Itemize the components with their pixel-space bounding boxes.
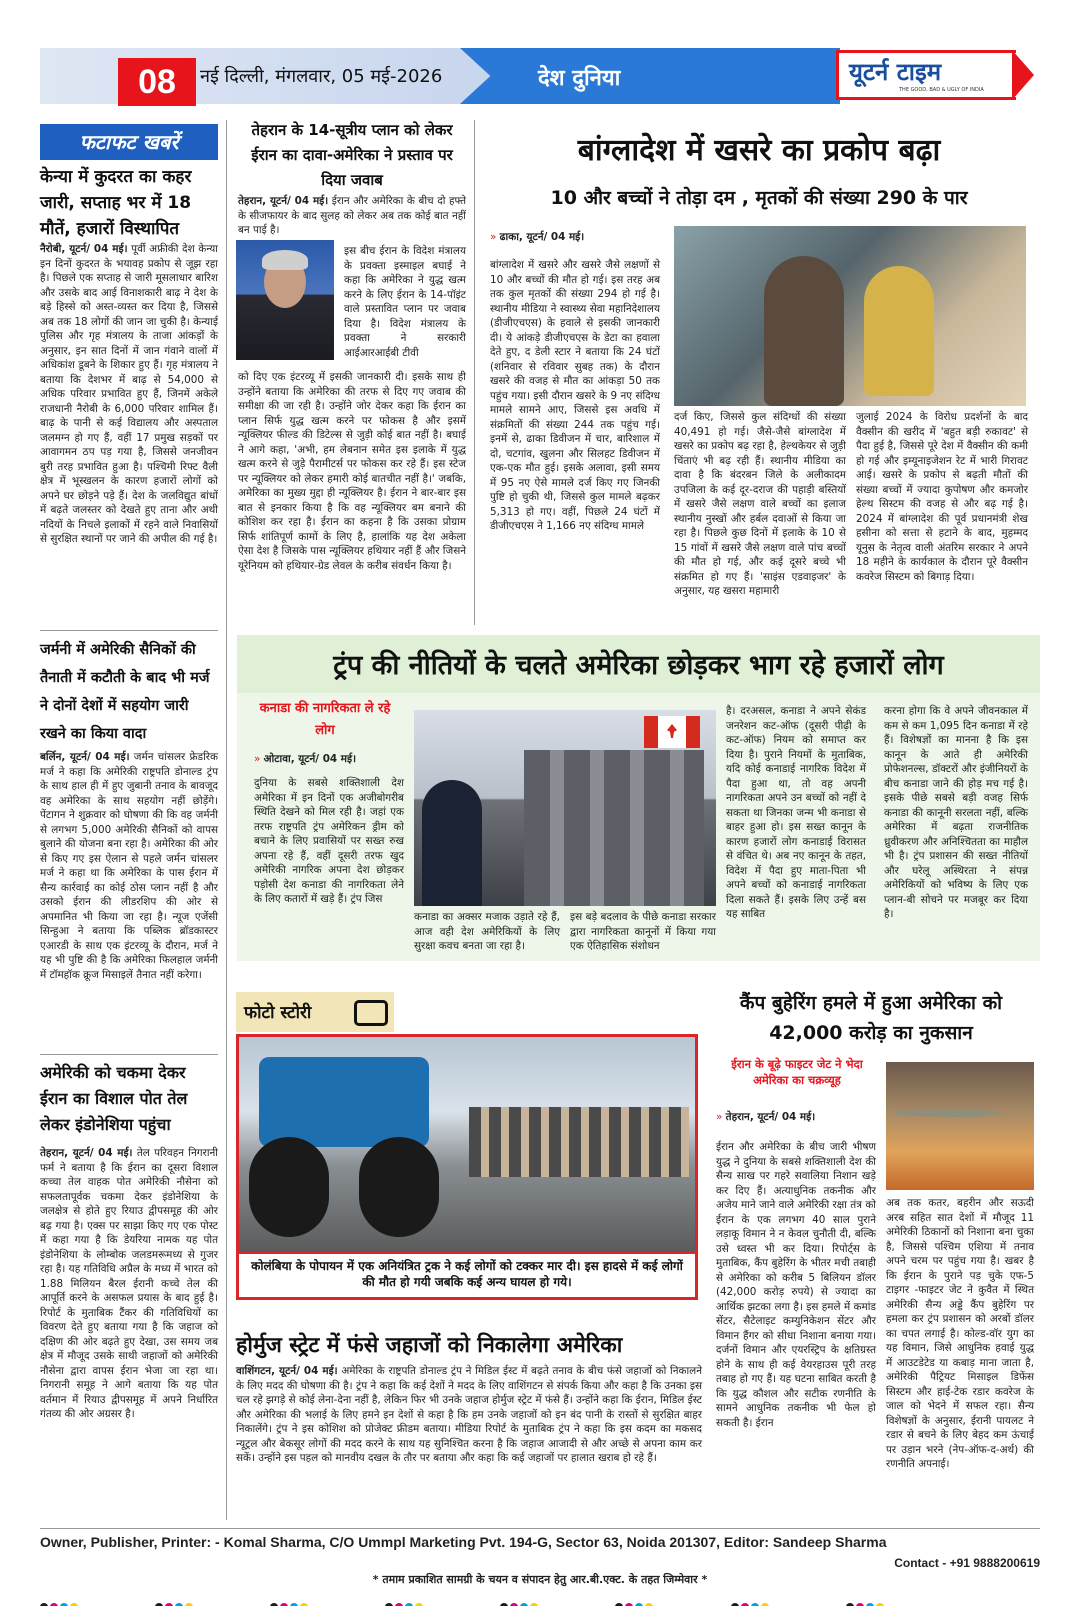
trump-col3: इस बड़े बदलाव के पीछे कनाडा सरकार द्वारा नागरिकता कानूनों में किया गया एक ऐतिहासिक संशोधन	[570, 911, 716, 952]
germany-dateline: बर्लिन, यूटर्न/ 04 मई।	[40, 751, 130, 763]
footer-imprint: Owner, Publisher, Printer: - Komal Sharma, C/O Ummpl Marketing Pvt. 194-G, Sector 63, Noida 201307, Editor: Sandeep Sharma	[40, 1534, 887, 1550]
indonesia-story	[40, 1146, 218, 1422]
measles-col1: बांग्लादेश में खसरे और खसरे जैसे लक्षणों से 10 और बच्चों की मौत हो गई। इस तरह अब तक कुल मृतकों की संख्या 294 हो गई है। स्थानीय मीडिया ने स्वास्थ्य सेवा महानिदेशालय (डीजीएचएस) के हवाले से इसकी जानकारी दी। ये आंकड़े डीजीएचएस के डेटा का हवाला देते हुए, द डेली स्टार ने बताया कि 24 घंटों (शनिवार से रविवार सुबह तक) के दौरान खसरे की वजह से मौत का आंकड़ा 50 तक पहुंच गया। इसी दौरान खसरे के 9 नए संदिग्ध मामले सामने आए, जिससे इस अवधि में संक्रमितों की संख्या 244 तक पहुंच गई। इनमें से, ढाका डिवीजन में चार, बारिशाल में दो, चटगांव, खुलना और सिलहट डिवीजन में एक-एक मौत हुई। इसके अलावा, इसी समय में 95 नए ऐसे मामले दर्ज किए गए जिनकी पुष्टि हो चुकी थी, जिससे कुल मामले बढ़कर 5,313 हो गए। वहीं, पिछले 24 घंटों में डीजीएचएस ने 1,166 नए संदिग्ध मामले	[490, 259, 660, 532]
registration-marks	[40, 1596, 1040, 1606]
trump-dateline-text: ओटावा, यूटर्न/ 04 मई।	[263, 753, 357, 765]
camp-kicker: ईरान के बूढ़े फाइटर जेट ने भेदा अमेरिका का चक्रव्यूह	[731, 1057, 863, 1087]
kenya-story	[40, 242, 218, 547]
header-band-section	[460, 48, 840, 104]
footer-rule	[40, 1528, 1040, 1529]
fighter-jet-photo	[886, 1062, 1034, 1190]
dateline-header: नई दिल्ली, मंगलवार, 05 मई-2026	[200, 66, 443, 87]
logo-tagline: THE GOOD, BAD & UGLY OF INDIA	[899, 87, 984, 93]
tehran-side: इस बीच ईरान के विदेश मंत्रालय के प्रवक्ता इस्माइल बघाई ने कहा कि अमेरिका ने युद्ध खत्म करने के लिए ईरान के 14-पॉइंट वाले प्रस्तावित प्लान पर जवाब दिया है। विदेश मंत्रालय के प्रवक्ता ने सरकारी आईआरआईबी टीवी	[344, 245, 466, 359]
camp-headline: कैंप बुहेरिंग हमले में हुआ अमेरिका को 42,000 करोड़ का नुकसान	[739, 992, 1003, 1044]
hair-shape	[262, 250, 308, 270]
measles-subhead: 10 और बच्चों ने तोड़ा दम , मृतकों की संख्या 290 के पार	[550, 187, 968, 209]
jet-shape	[896, 1102, 1006, 1124]
tehran-lead	[238, 194, 466, 238]
indonesia-headline: अमेरिकी को चकमा देकर ईरान का विशाल पोत तेल लेकर इंडोनेशिया पहुंचा	[40, 1063, 188, 1134]
person-shape	[764, 256, 844, 406]
photo-story-label: फोटो स्टोरी	[244, 1003, 312, 1023]
trump-col2: कनाडा का अक्सर मजाक उड़ाते रहे हैं, आज वही देश अमेरिकियों के लिए सुरक्षा कवच बनता जा रहा है।	[414, 911, 560, 952]
camp-col2: अब तक कतर, बहरीन और सऊदी अरब सहित सात देशों में मौजूद 11 अमेरिकी ठिकानों को निशाना बना चुका है, जिससे पश्चिम एशिया में तनाव अपने चरम पर पहुंच गया है। खबर है कि ईरान के पुराने पड़ चुके एफ-5 टाइगर -फाइटर जेट ने कुवैत में स्थित अमेरिकी सैन्य अड्डे कैंप बुहेरिंग पर हमला कर ट्रंप प्रशासन को अरबों डॉलर का चपत लगाई है। कोल्ड-वॉर युग का यह विमान, जिसे आधुनिक हवाई युद्ध में आउटडेटेड या कबाड़ माना जाता है, अमेरिकी पैट्रियट मिसाइल डिफेंस सिस्टम और हाई-टेक रडार कवरेज के जाल को भेदने में सफल रहा। सैन्य विशेषज्ञों के अनुसार, ईरानी पायलट ने रडार से बचने के लिए बेहद कम ऊंचाई पर उड़ान भरने (नेप-ऑफ-द-अर्थ) की रणनीति अपनाई।	[886, 1197, 1034, 1470]
photo-caption-box	[236, 1254, 698, 1300]
hormuz-body: अमेरिका के राष्ट्रपति डोनाल्ड ट्रंप ने मिडिल ईस्ट में बढ़ते तनाव के बीच फंसे जहाजों को निकालने के लिए मदद की घोषणा की है। ट्रंप ने कहा कि कई देशों ने मदद के लिए वाशिंगटन से संपर्क किया और कहा है कि उनका इस चल रहे झगड़े से कोई लेना-देना नहीं है, लेकिन फिर भी उनके जहाज होर्मुज स्ट्रेट में फंसे हैं। उन्होंने कहा कि ईरान, मिडिल ईस्ट और अमेरिका की भलाई के लिए हमने इन देशों से कहा है कि हम उनके जहाजों को इन बंद पानी के रास्तों से सुरक्षित बाहर निकालेंगे। ट्रंप ने इस कोशिश को प्रोजेक्ट फ्रीडम बताया। मीडिया रिपोर्ट के मुताबिक ट्रंप ने कहा कि इस कदम का मकसद न्यूट्रल और बेकसूर लोगों की मदद करने के साथ यह सुनिश्चित करना है कि जहाज आजादी से और अच्छे से अपना काम कर सकें। उन्होंने इस पहल को मानवीय दखल के तौर पर बताया और कहा कि कई जहाजों पर हालात खराब हो रहे हैं।	[236, 1365, 702, 1464]
footer-disclaimer: * तमाम प्रकाशित सामग्री के चयन व संपादन हेतु आर.बी.एक्ट. के तहत जिम्मेवार *	[372, 1573, 708, 1586]
column-rule	[474, 120, 475, 625]
hormuz-story	[236, 1364, 702, 1466]
kenya-dateline: नैरोबी, यूटर्न/ 04 मई।	[40, 243, 128, 255]
officer-shape	[422, 780, 482, 906]
camp-dateline-text: तेहरान, यूटर्न/ 04 मई।	[725, 1111, 816, 1123]
wheel-shape	[249, 1137, 329, 1237]
divider	[40, 1054, 218, 1055]
measles-col3: जुलाई 2024 के विरोध प्रदर्शनों के बाद वैक्सीन की खरीद में 'बहुत बड़ी रुकावट' से पैदा हुई है, जिससे पूरे देश में वैक्सीन की कमी हो गई और इम्यूनाइजेशन रेट में भारी गिरावट आई। खसरे के प्रकोप से बढ़ती मौतों की संख्या बच्चों में ज्यादा कुपोषण और कमजोर हेल्थ सिस्टम की वजह से और बढ़ गई है। 2024 में बांग्लादेश की पूर्व प्रधानमंत्री शेख हसीना को सत्ता से हटाने के बाद, मुहम्मद यूनुस के नेतृत्व वाली अंतरिम सरकार ने अपने 18 महीने के कार्यकाल के दौरान पूरे वैक्सीन कवरेज सिस्टम को बिगाड़ दिया।	[856, 411, 1028, 583]
masthead-logo	[836, 50, 1016, 100]
photo-story-tag	[236, 992, 394, 1032]
hospital-photo	[674, 226, 1026, 406]
trump-dateline: » ओटावा, यूटर्न/ 04 मई।	[254, 753, 357, 765]
camera-icon	[354, 1000, 388, 1026]
column-rule	[226, 120, 227, 1520]
wheel-shape	[359, 1137, 439, 1237]
divider	[40, 630, 218, 631]
tehran-body: को दिए एक इंटरव्यू में इसकी जानकारी दी। इसके साथ ही उन्होंने बताया कि अमेरिका की तरफ से दिए गए जवाब की समीक्षा की जा रही है। उन्होंने जोर देकर कहा कि ईरान का प्लान सिर्फ युद्ध खत्म करने पर फोकस है और इसमें न्यूक्लियर फील्ड की डिटेल्स से जुड़ी कोई बात नहीं है। बघाई ने आगे कहा, 'अभी, हम लेबनान समेत इस इलाके में युद्ध खत्म करने से जुड़े पैरामीटर्स पर फोकस कर रहे हैं। इस स्टेज पर न्यूक्लियर को लेकर हमारी कोई बातचीत नहीं है।' जबकि, अमेरिका का मुख्य मुद्दा ही न्यूक्लियर है। ईरान ने बार-बार इस बात से इनकार किया है कि वह न्यूक्लियर बम बनाने की कोशिश कर रहा है। ईरान का कहना है कि उसका प्रोग्राम सिर्फ शांतिपूर्ण कामों के लिए है, हालांकि यह देश अकेला ऐसा देश है जिसके पास न्यूक्लियर हथियार नहीं हैं और जिसने यूरेनियम को हथियार-ग्रेड लेवल के करीब संवर्धन किया है।	[238, 371, 466, 572]
kenya-headline: केन्या में कुदरत का कहर जारी, सप्ताह भर में 18 मौतें, हजारों विस्थापित	[40, 167, 192, 239]
kenya-body: पूर्वी अफ्रीकी देश केन्या इन दिनों कुदरत के भयावह प्रकोप से जूझ रहा है। पिछले एक सप्ताह से जारी मूसलाधार बारिश और उसके बाद आई विनाशकारी बाढ़ ने देश के बड़े हिस्से को अस्त-व्यस्त कर दिया है, जिससे अब तक 18 लोगों की जान जा चुकी है। केन्याई पुलिस और गृह मंत्रालय के ताजा आंकड़ों के अनुसार, इन सात दिनों में जान गंवाने वालों में अधिकांश डूबने के शिकार हुए हैं। गृह मंत्रालय ने बताया कि देशभर में बाढ़ से 54,000 से अधिक परिवार प्रभावित हुए हैं, जिनमें अकेले राजधानी नैरोबी के 6,000 परिवार शामिल हैं। बाढ़ के पानी से कई विद्यालय और अस्पताल जलमग्न हो गए हैं, वहीं 17 प्रमुख सड़कों पर आवागमन ठप पड़ गया है, जिससे जनजीवन बुरी तरह प्रभावित हुआ है। पश्चिमी रिफ्ट वैली क्षेत्र में भूस्खलन के कारण हजारों लोगों को अपने घर छोड़ने पड़े हैं। देश के जलविद्युत बांधों में बढ़ते जलस्तर को देखते हुए ताना और अथी नदियों के निचले इलाकों में रहने वाले निवासियों से सुरक्षित स्थानों पर जाने की अपील की गई है।	[40, 243, 218, 545]
measles-headline: बांग्लादेश में खसरे का प्रकोप बढ़ा	[577, 133, 941, 168]
tehran-dateline: तेहरान, यूटर्न/ 04 मई।	[238, 195, 329, 207]
logo-text: यूटर्न टाइम	[849, 58, 942, 86]
trump-col4: है। दरअसल, कनाडा ने अपने सेकंड जनरेशन कट-ऑफ (दूसरी पीढ़ी के कट-ऑफ) नियम को समाप्त कर दिया है। पुराने नियमों के मुताबिक, यदि कोई कनाडाई नागरिक विदेश में पैदा हुआ था, तो वह अपनी नागरिकता अपने उन बच्चों को नहीं दे सकता था जिनका जन्म भी कनाडा से बाहर हुआ हो। इस सख्त कानून के कारण हजारों लोग कनाडाई विरासत से वंचित थे। अब नए कानून के तहत, विदेश में पैदा हुए माता-पिता भी अपने बच्चों को कनाडाई नागरिकता दिला सकते हैं। इसके लिए उन्हें बस यह साबित	[726, 705, 866, 920]
crowd-shape	[469, 1107, 689, 1177]
indonesia-body: तेल परिवहन निगरानी फर्म ने बताया है कि ईरान का दूसरा विशाल कच्चा तेल वाहक पोत अमेरिकी नौसेना को सफलतापूर्वक चकमा देकर इंडोनेशिया के जलक्षेत्र से होते हुए रियाउ द्वीपसमूह की ओर बढ़ गया है। एक्स पर साझा किए गए एक पोस्ट में कहा गया है कि डेयरिया नामक यह पोत इंडोनेशिया के लोम्बोक जलडमरूमध्य से गुजर रहा है। यह गतिविधि अप्रैल के मध्य में भारत को 1.88 मिलियन बैरल ईरानी कच्चे तेल की आपूर्ति करने के असफल प्रयास के बाद हुई है। रिपोर्ट के मुताबिक टैंकर की गतिविधियों का विवरण देते हुए बताया गया है कि जहाज को दक्षिण की ओर बढ़ते हुए देखा, उस समय जब क्षेत्र में मौजूद उसके साथी जहाजों को अमेरिकी नौसेना द्वारा वापस ईरान भेजा जा रहा था। निगरानी समूह ने आगे बताया कि यह पोत वर्तमान में रियाउ द्वीपसमूह में अपने निर्धारित गंतव्य की ओर अग्रसर है।	[40, 1147, 218, 1420]
germany-story	[40, 750, 218, 982]
section-title: देश दुनिया	[538, 66, 621, 91]
measles-col2: दर्ज किए, जिससे कुल संदिग्धों की संख्या 40,491 हो गई। जैसे-जैसे बांग्लादेश में खसरे का प्रकोप बढ़ रहा है, हेल्थकेयर से जुड़ी चिंताएं भी बढ़ रही हैं। स्थानीय मीडिया का दावा है कि बंदरबन जिले के अलीकादम उपजिला के कई दूर-दराज की पहाड़ी बस्तियों में खसरे जैसे लक्षण वाले बच्चों का इलाज स्थानीय नुस्खों और हर्बल दवाओं से किया जा रहा है। पिछले कुछ दिनों में इलाके के 10 से 15 गांवों में खसरे जैसे लक्षण वाले पांच बच्चों की मौत हो गई, और कई दूसरे बच्चे भी संक्रमित हो गए हैं। 'साइंस एडवाइजर' के अनुसार, यह खसरा महामारी	[674, 411, 846, 597]
header-arrow	[1012, 50, 1034, 100]
measles-dateline: » ढाका, यूटर्न/ 04 मई।	[490, 231, 585, 243]
footer-contact: Contact - +91 9888200619	[894, 1556, 1040, 1570]
camp-dateline: » तेहरान, यूटर्न/ 04 मई।	[716, 1111, 816, 1123]
person-shape	[864, 266, 934, 396]
photo-caption: कोलंबिया के पोपायन में एक अनियंत्रित ट्रक ने कई लोगों को टक्कर मार दी। इस हादसे में कई लोगों की मौत हो गयी जबकि कई अन्य घायल हो गये।	[251, 1259, 683, 1289]
truck-accident-photo	[236, 1034, 698, 1254]
page-number: 08	[118, 58, 196, 106]
trump-headline: ट्रंप की नीतियों के चलते अमेरिका छोड़कर भाग रहे हजारों लोग	[333, 650, 944, 681]
crowd-shape	[524, 750, 704, 906]
fatafat-tag: फटाफट खबरें	[40, 124, 218, 160]
trump-col1: दुनिया के सबसे शक्तिशाली देश अमेरिका में इन दिनों एक अजीबोगरीब स्थिति देखने को मिल रही है। जहां एक तरफ राष्ट्रपति ट्रंप अमेरिकन ड्रीम को बचाने के लिए प्रवासियों पर सख्त रुख अपना रहे हैं, वहीं दूसरी तरफ खुद अमेरिकी नागरिक अपना देश छोड़कर पड़ोसी देश कनाडा की नागरिकता लेने के लिए कतारों में खड़े हैं। ट्रंप जिस	[254, 777, 404, 905]
indonesia-dateline: तेहरान, यूटर्न/ 04 मई।	[40, 1147, 133, 1159]
measles-dateline-text: ढाका, यूटर्न/ 04 मई।	[499, 231, 585, 243]
monster-truck-shape	[259, 1057, 429, 1147]
tehran-headline: तेहरान के 14-सूत्रीय प्लान को लेकर ईरान का दावा-अमेरिका ने प्रस्ताव पर दिया जवाब	[251, 121, 453, 189]
camp-col1: ईरान और अमेरिका के बीच जारी भीषण युद्ध ने दुनिया के सबसे शक्तिशाली देश की सैन्य साख पर गहरे सवालिया निशान खड़े कर दिए हैं। अत्याधुनिक तकनीक और अजेय माने जाने वाले अमेरिकी रक्षा तंत्र को ईरान के एक लगभग 40 साल पुराने लड़ाकू विमान ने न केवल चुनौती दी, बल्कि उसे ध्वस्त भी कर दिया। रिपोर्ट्स के मुताबिक, कैंप बुहेरिंग के भीतर मची तबाही से अमेरिका को करीब 5 बिलियन डॉलर (42,000 करोड़ रुपये) से ज्यादा का आर्थिक झटका लगा है। इस हमले में कमांड सेंटर, सैटेलाइट कम्युनिकेशन सेंटर और विमान हैंगर को सीधा निशाना बनाया गया। दर्जनों विमान और एयरस्ट्रिप के क्षतिग्रस्त होने के साथ ही कई वेयरहाउस पूरी तरह तबाह हो गए हैं। यह घटना साबित करती है कि युद्ध कौशल और सटीक रणनीति के सामने आधुनिक तकनीक भी फेल हो सकती है। ईरान	[716, 1141, 876, 1429]
hormuz-headline: होर्मुज स्ट्रेट में फंसे जहाजों को निकालेगा अमेरिका	[236, 1333, 623, 1358]
border-queue-photo	[414, 710, 716, 906]
germany-body: जर्मन चांसलर फ्रेडरिक मर्ज ने कहा कि अमेरिकी राष्ट्रपति डोनाल्ड ट्रंप के साथ हाल ही में हुए जुबानी तनाव के बावजूद वह अमेरिका के साथ सहयोग नहीं छोड़ेंगे। पेंटागन ने शुक्रवार को घोषणा की कि वह जर्मनी से लगभग 5,000 अमेरिकी सैनिकों को वापस बुलाने की योजना बना रहा है। अमेरिका की ओर से किए गए इस ऐलान से पहले जर्मन चांसलर मर्ज ने कहा था कि अमेरिका के पास ईरान में सैन्य कार्रवाई का कोई ठोस प्लान नहीं है और उसको ईरान की लीडरशिप की ओर से अपमानित भी किया जा रहा है। न्यूज एजेंसी सिन्हुआ ने बताया कि पब्लिक ब्रॉडकास्टर एआरडी के साथ एक इंटरव्यू के दौरान, मर्ज ने यह भी पुष्टि की है कि अमेरिका फिलहाल जर्मनी में टॉमहॉक क्रूज मिसाइलें तैनात नहीं करेगा।	[40, 751, 218, 981]
tehran-lead-text: ईरान और अमेरिका के बीच दो हफ्ते के सीजफायर के बाद सुलह को लेकर अब तक कोई बात नहीं बन पाई है।	[238, 195, 466, 236]
trump-kicker: कनाडा की नागरिकता ले रहे लोग	[259, 701, 391, 738]
hormuz-dateline: वाशिंगटन, यूटर्न/ 04 मई।	[236, 1365, 338, 1377]
germany-headline: जर्मनी में अमेरिकी सैनिकों की तैनाती में कटौती के बाद भी मर्ज ने दोनों देशों में सहयोग जारी रखने का किया वादा	[40, 642, 210, 742]
spokesperson-photo	[236, 240, 334, 360]
trump-col5: करना होगा कि वे अपने जीवनकाल में कम से कम 1,095 दिन कनाडा में रहे हैं। विशेषज्ञों का मानना है कि इस कानून के आते ही अमेरिकी प्रोफेशनल्स, डॉक्टरों और इंजीनियरों के बीच कनाडा जाने की होड़ मच गई है। इसके पीछे सबसे बड़ी वजह सिर्फ कनाडा की कानूनी सरलता नहीं, बल्कि अमेरिका में बढ़ता राजनीतिक ध्रुवीकरण और अनिश्चितता का माहौल भी है। ट्रंप प्रशासन की सख्त नीतियों और घरेलू अस्थिरता ने संपन्न अमेरिकियों को भविष्य के लिए एक प्लान-बी सोचने पर मजबूर कर दिया है।	[884, 705, 1028, 920]
